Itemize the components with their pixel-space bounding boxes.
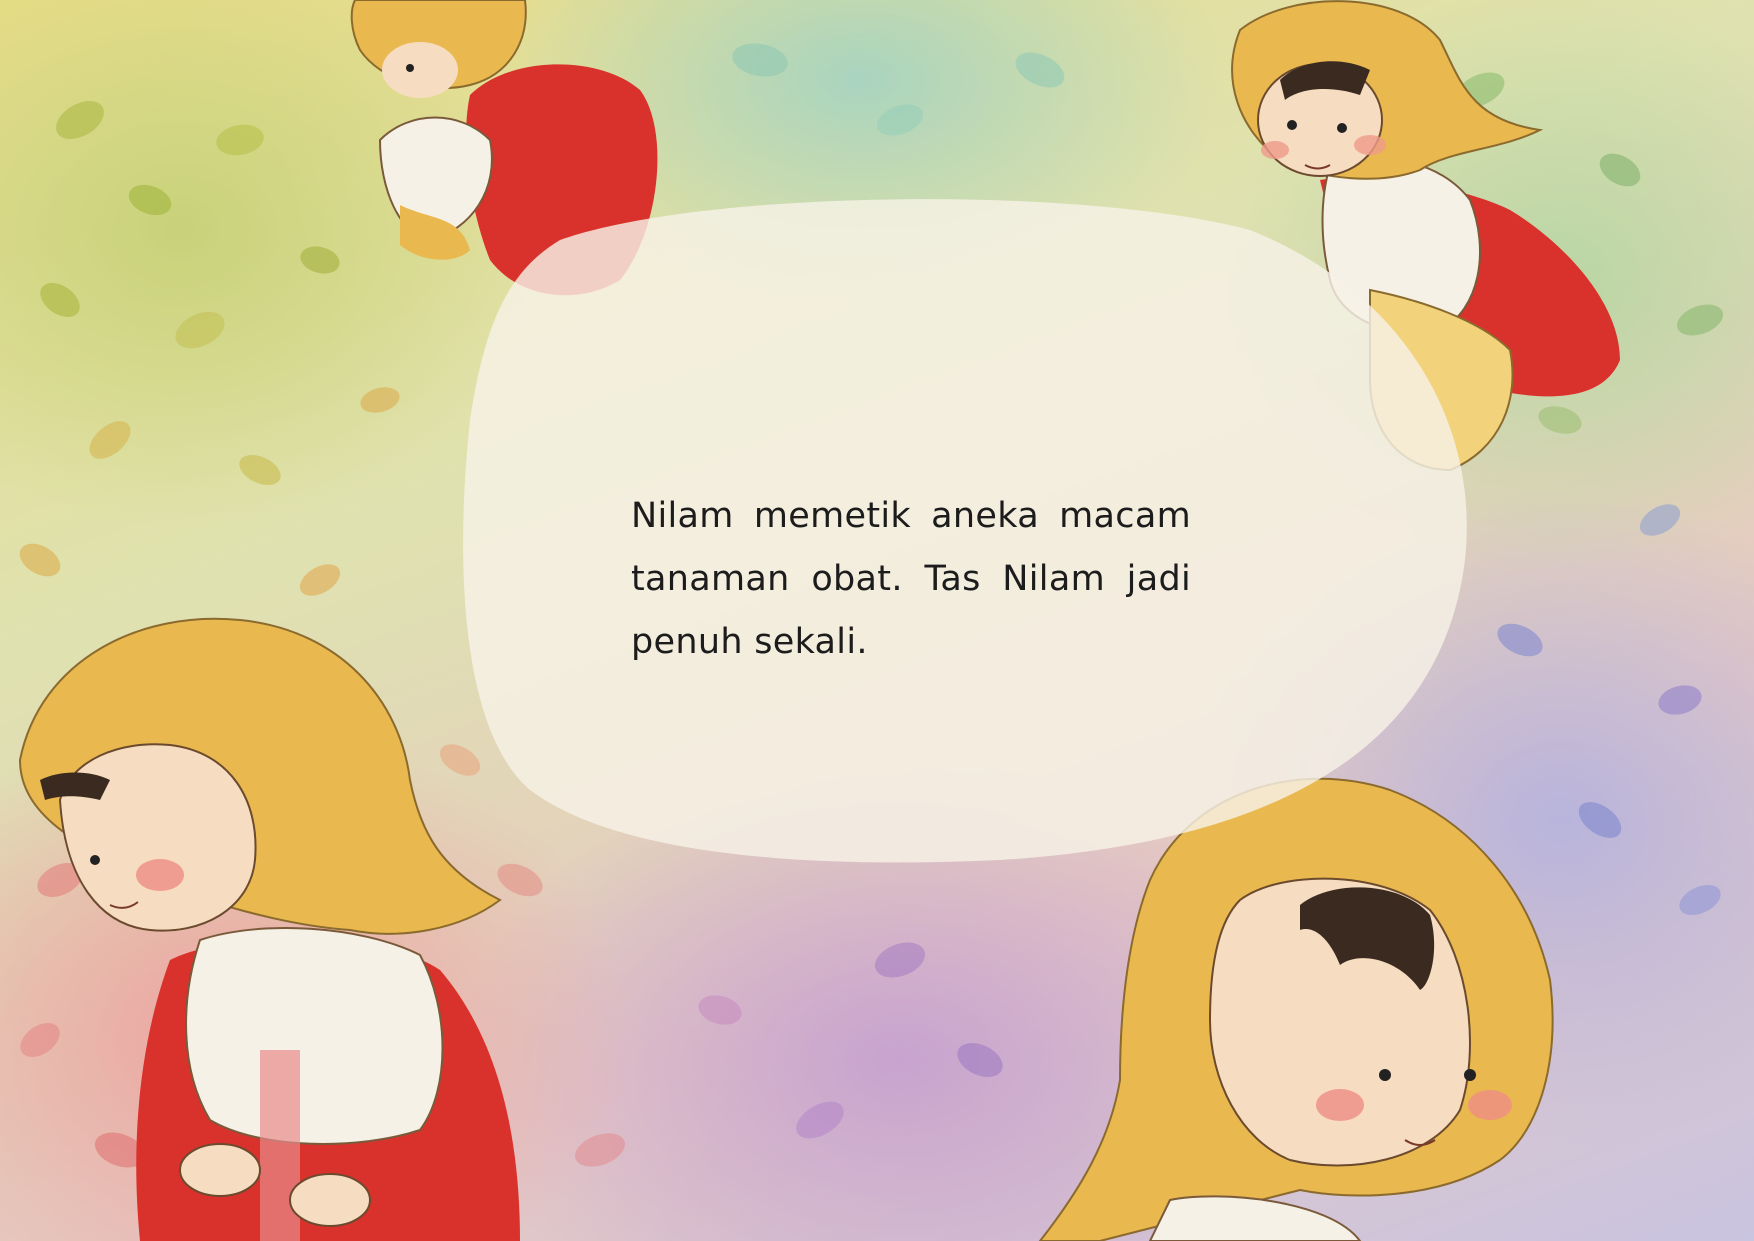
girl-bottom-right — [1040, 779, 1553, 1241]
girl-bottom-left — [20, 619, 520, 1241]
story-text: Nilam memetik aneka macam tanaman obat. Tas Nilam jadi penuh sekali. — [631, 496, 1191, 662]
